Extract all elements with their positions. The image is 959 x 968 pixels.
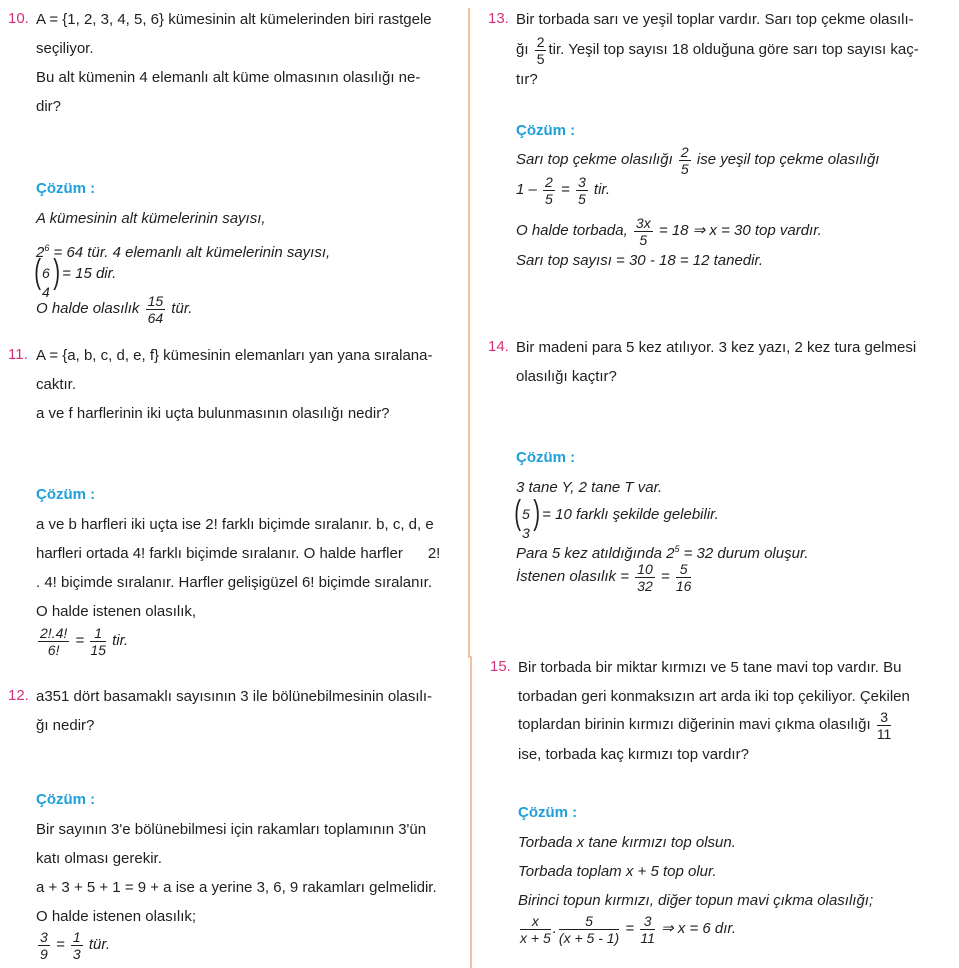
question-text-line: ise, torbada kaç kırmızı top vardır?	[518, 746, 749, 763]
fraction-denominator: 11	[876, 725, 892, 742]
solution-text: tir.	[107, 632, 129, 649]
binomial-top: 5	[522, 506, 530, 523]
fraction-numerator: 3	[40, 928, 48, 945]
fraction	[71, 930, 83, 961]
solution-line: O halde istenen olasılık,	[36, 603, 197, 620]
solution-line: . 4! biçimde sıralanır. Harfler gelişigüzel 6! biçimde sıralanır.	[36, 574, 432, 591]
fraction	[676, 562, 692, 593]
binomial-bottom: 3	[522, 525, 530, 542]
question-number: 14.	[488, 338, 509, 355]
question-text-line: a ve f harflerinin iki uçta bulunmasının olasılığı nedir?	[36, 405, 390, 422]
question-number: 11.	[8, 346, 28, 363]
fraction	[679, 145, 691, 176]
solution-line	[514, 494, 719, 542]
solution-line	[516, 143, 879, 177]
fraction-denominator: 5	[680, 160, 689, 177]
question-text-line: caktır.	[36, 376, 77, 393]
solution-text: tür.	[84, 936, 110, 953]
fraction-denominator: x + 5	[520, 929, 551, 946]
column-divider-top	[468, 8, 470, 658]
fraction	[877, 710, 892, 741]
question-text-line: seçiliyor.	[36, 40, 94, 57]
question-text-line	[516, 34, 919, 66]
fraction	[90, 626, 106, 657]
question-number: 10.	[8, 10, 29, 27]
power-exponent: 5	[674, 544, 680, 554]
solution-text: = 15 dir.	[62, 265, 117, 282]
question-text-line: Bu alt kümenin 4 elemanlı alt küme olmasının olasılığı ne-	[36, 69, 421, 86]
right-paren: )	[52, 253, 60, 292]
multiplication-dot: .	[552, 920, 557, 937]
fraction-denominator: 5	[577, 190, 586, 207]
solution-text: Sarı top çekme olasılığı	[516, 151, 677, 168]
fraction-denominator: 32	[637, 577, 653, 594]
equals-sign: =	[75, 632, 85, 649]
fraction-numerator: 2	[680, 143, 689, 160]
solution-text: ise yeşil top çekme olasılığı	[692, 151, 880, 168]
question-number: 13.	[488, 10, 509, 27]
solution-line	[36, 292, 192, 326]
equals-sign: =	[55, 936, 65, 953]
left-paren: (	[34, 253, 42, 292]
question-text-line: Bir torbada bir miktar kırmızı ve 5 tane mavi top vardır. Bu	[518, 659, 902, 676]
fraction-denominator: 6!	[47, 641, 60, 658]
equals-sign: =	[621, 920, 639, 937]
solution-line	[516, 560, 693, 594]
fraction-denominator: 5	[639, 231, 648, 248]
fraction-numerator: 2!.4!	[40, 624, 68, 641]
solution-line	[34, 253, 117, 301]
fraction-numerator: 5	[559, 914, 619, 930]
solution-text: = 18 ⇒ x = 30 top vardır.	[654, 222, 822, 239]
solution-line	[516, 214, 822, 248]
solution-text: 1 –	[516, 181, 542, 198]
fraction	[576, 175, 588, 206]
equals-sign: =	[656, 568, 674, 585]
question-text: tir. Yeşil top sayısı 18 olduğuna göre sarı top sayısı kaç-	[548, 41, 919, 58]
fraction-numerator: 5	[676, 562, 692, 578]
binomial-coefficient	[34, 253, 60, 301]
fraction	[559, 914, 619, 945]
fraction-numerator: 1	[90, 626, 106, 642]
solution-title: Çözüm :	[36, 791, 96, 808]
fraction-denominator: 5	[536, 50, 545, 67]
fraction-numerator: 2	[536, 33, 545, 50]
question-text-line: ğı nedir?	[36, 717, 95, 734]
fraction	[634, 216, 653, 247]
solution-line	[36, 928, 110, 962]
fraction-denominator: 5	[545, 190, 553, 207]
question-text-line: A = {1, 2, 3, 4, 5, 6} kümesinin alt kümelerinden biri rastgele	[36, 11, 432, 28]
left-paren: (	[514, 494, 522, 533]
column-divider-bottom	[470, 656, 472, 968]
solution-text: O halde olasılık	[36, 300, 144, 317]
solution-line: 3 tane Y, 2 tane T var.	[516, 479, 663, 496]
solution-text: tir.	[589, 181, 611, 198]
fraction-numerator: 2	[545, 173, 553, 190]
solution-title: Çözüm :	[36, 180, 96, 197]
fraction-numerator: 15	[147, 292, 164, 309]
solution-title: Çözüm :	[518, 804, 578, 821]
solution-line	[518, 912, 736, 946]
right-paren: )	[532, 494, 540, 533]
fraction-denominator: 3	[72, 945, 81, 962]
fraction-numerator: 1	[72, 928, 81, 945]
solution-line: Sarı top sayısı = 30 - 18 = 12 tanedir.	[516, 252, 764, 269]
fraction-denominator: 9	[40, 945, 48, 962]
power-base: 2	[36, 244, 45, 261]
question-text-line: torbadan geri konmaksızın art arda iki top çekiliyor. Çekilen	[518, 688, 910, 705]
solution-line: a ve b harfleri iki uçta ise 2! farklı biçimde sıralanır. b, c, d, e	[36, 516, 434, 533]
question-text-line: tır?	[516, 71, 538, 88]
fraction	[38, 930, 50, 961]
solution-text: = 10 farklı şekilde gelebilir.	[542, 506, 719, 523]
question-text-line	[518, 708, 893, 742]
binomial-top: 6	[42, 265, 50, 282]
fraction-denominator: 15	[90, 641, 106, 658]
fraction-numerator: 3	[877, 710, 892, 726]
fraction	[38, 626, 69, 657]
fraction	[146, 294, 166, 325]
solution-line: Birinci topun kırmızı, diğer topun mavi çıkma olasılığı;	[518, 892, 874, 909]
solution-text: = 64 tür. 4 elemanlı alt kümelerinin sayısı,	[49, 244, 331, 261]
question-text-line: a351 dört basamaklı sayısının 3 ile bölünebilmesinin olasılı-	[36, 688, 433, 705]
solution-line: Bir sayının 3'e bölünebilmesi için rakamları toplamının 3'ün	[36, 821, 427, 838]
fraction	[640, 914, 655, 945]
fraction-denominator: (x + 5 - 1)	[558, 929, 620, 946]
fraction	[543, 175, 555, 206]
question-text-line: olasılığı kaçtır?	[516, 368, 617, 385]
question-number: 12.	[8, 687, 29, 704]
solution-text: Para 5 kez atıldığında 2	[516, 545, 675, 562]
solution-text: = 32 durum oluşur.	[679, 545, 809, 562]
fraction	[535, 35, 547, 66]
question-text-line: dir?	[36, 98, 62, 115]
solution-line: a + 3 + 5 + 1 = 9 + a ise a yerine 3, 6, 9 rakamları gelmelidir.	[36, 879, 437, 896]
fraction-numerator: x	[520, 914, 551, 930]
solution-text: İstenen olasılık =	[516, 568, 634, 585]
fraction-denominator: 16	[675, 577, 692, 594]
solution-line: Torbada toplam x + 5 top olur.	[518, 863, 717, 880]
solution-text: tür.	[167, 300, 193, 317]
fraction-numerator: 3	[640, 914, 655, 930]
solution-line: Torbada x tane kırmızı top olsun.	[518, 834, 736, 851]
solution-line: harfleri ortada 4! farklı biçimde sıralanır. O halde harfler 2!	[36, 545, 441, 562]
solution-title: Çözüm :	[516, 449, 576, 466]
fraction-numerator: 10	[637, 560, 653, 577]
solution-title: Çözüm :	[36, 486, 96, 503]
power-exponent: 6	[44, 243, 50, 253]
question-text: ğı	[516, 41, 533, 58]
fraction-denominator: 64	[147, 309, 164, 326]
fraction	[635, 562, 655, 593]
solution-text: O halde torbada,	[516, 222, 632, 239]
solution-line: katı olması gerekir.	[36, 850, 162, 867]
solution-line: O halde istenen olasılık;	[36, 908, 197, 925]
fraction-numerator: 3	[577, 173, 586, 190]
solution-text: ⇒ x = 6 dır.	[656, 920, 736, 937]
question-text: toplardan birinin kırmızı diğerinin mavi çıkma olasılığı	[518, 716, 875, 733]
equals-sign: =	[556, 181, 574, 198]
fraction-denominator: 11	[640, 929, 655, 946]
fraction-numerator: 3x	[635, 214, 651, 231]
question-number: 15.	[490, 658, 511, 675]
fraction	[520, 914, 551, 945]
question-text-line: A = {a, b, c, d, e, f} kümesinin elemanları yan yana sıralana-	[36, 347, 433, 364]
solution-line	[516, 173, 610, 207]
question-text-line: Bir madeni para 5 kez atılıyor. 3 kez yazı, 2 kez tura gelmesi	[516, 339, 917, 356]
binomial-bottom: 4	[42, 284, 50, 301]
solution-line	[36, 624, 128, 658]
solution-line: A kümesinin alt kümelerinin sayısı,	[36, 210, 266, 227]
question-text-line: Bir torbada sarı ve yeşil toplar vardır. Sarı top çekme olasılı-	[516, 11, 914, 28]
solution-title: Çözüm :	[516, 122, 576, 139]
binomial-coefficient	[514, 494, 540, 542]
